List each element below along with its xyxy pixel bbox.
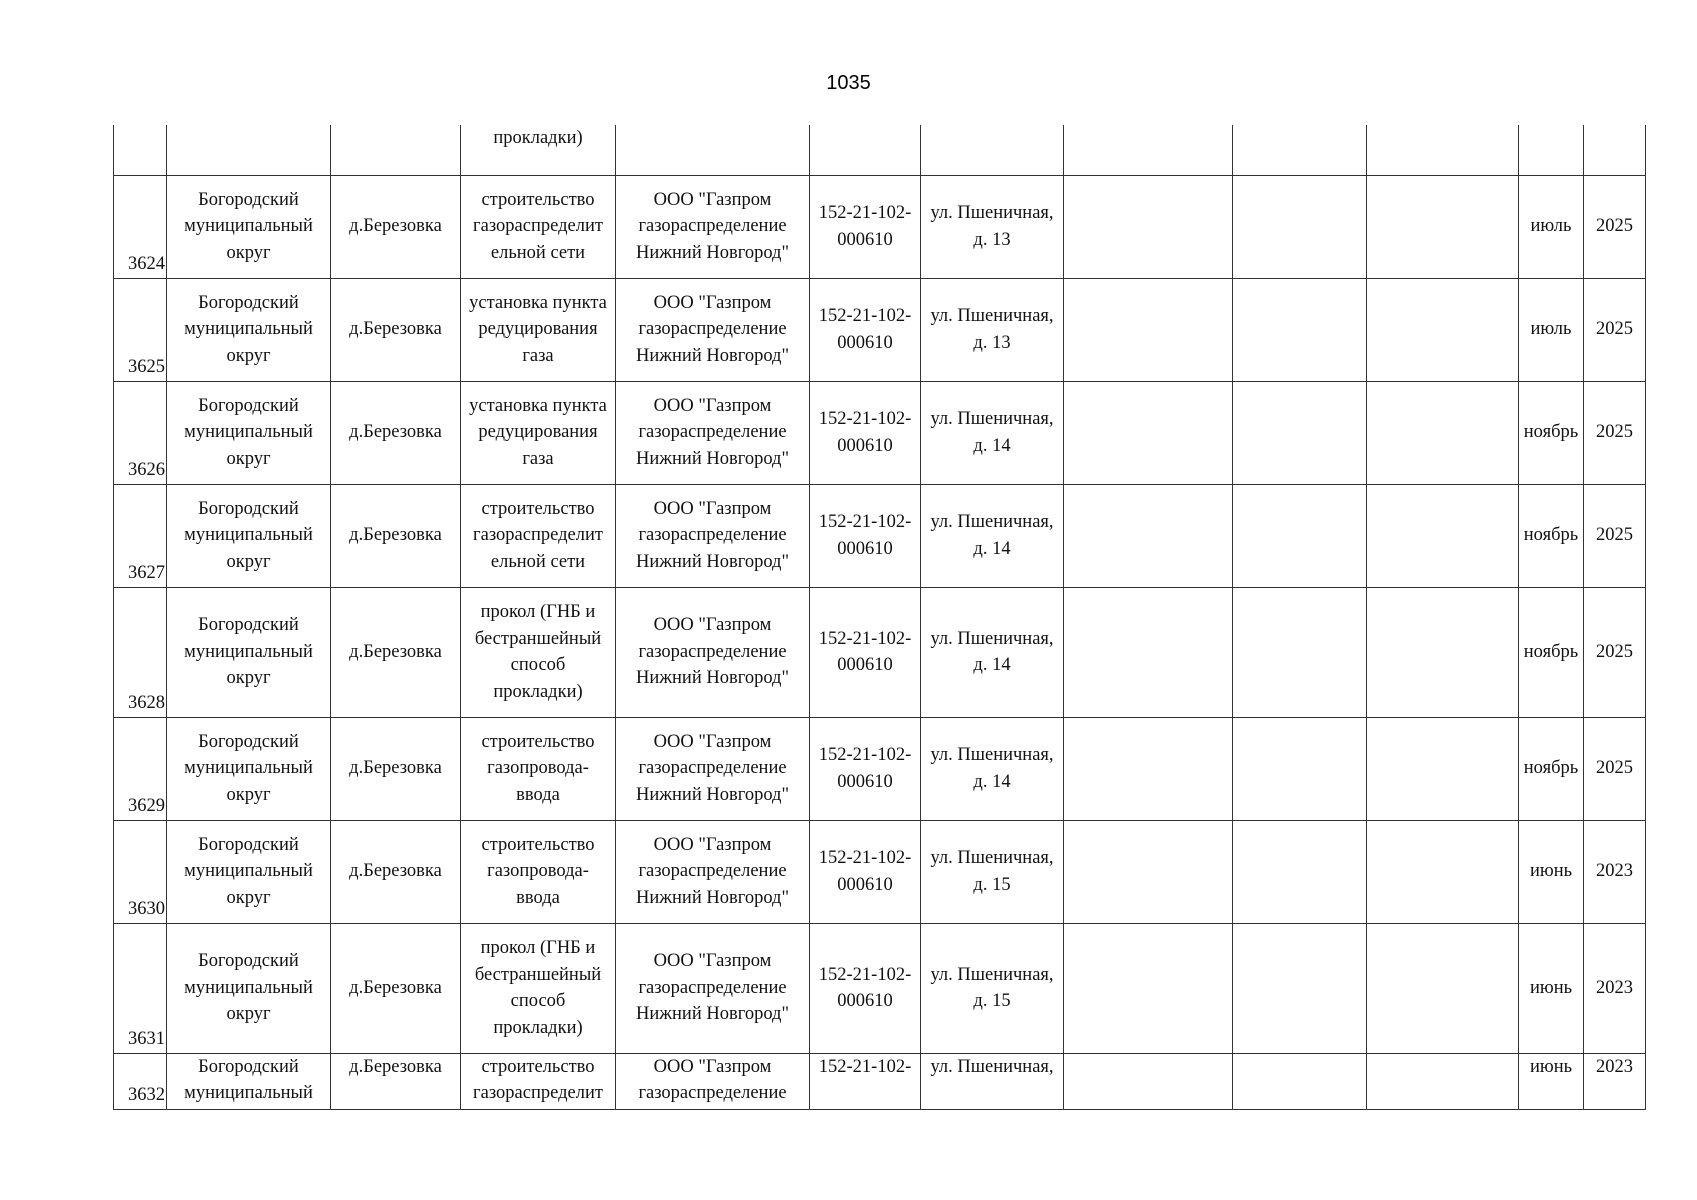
cell-locality: д.Березовка — [331, 484, 461, 587]
cell-district-line: муниципальный — [184, 422, 313, 443]
cell-district — [167, 923, 331, 1053]
cell-month: июнь — [1519, 923, 1584, 1053]
cell-work-type-line: прокладки) — [493, 681, 583, 702]
cell-code-line: 152-21-102- — [818, 848, 912, 868]
cell-org-line: ООО "Газпром — [653, 292, 772, 313]
cell-work-type-line: газораспределит — [473, 525, 603, 546]
table-row-continued — [114, 125, 1646, 175]
cell-district-line: Богородский — [198, 189, 299, 210]
table-row — [114, 1053, 1646, 1109]
cell-district — [167, 484, 331, 587]
cell-locality: д.Березовка — [331, 1053, 461, 1109]
cell-locality: д.Березовка — [331, 278, 461, 381]
cell-no: 3625 — [114, 278, 167, 381]
cell-month: июль — [1519, 175, 1584, 278]
cell-locality: д.Березовка — [331, 175, 461, 278]
cell-no: 3624 — [114, 175, 167, 278]
cell-empty-1 — [1064, 923, 1233, 1053]
cell-address — [921, 1053, 1064, 1109]
table-row — [114, 587, 1646, 717]
cell-address-line: ул. Пшеничная, — [930, 512, 1054, 532]
table-row — [114, 175, 1646, 278]
cell-org-line: ООО "Газпром — [653, 834, 772, 855]
cell-empty-2 — [1233, 923, 1367, 1053]
cell-code-line: 000610 — [837, 655, 893, 675]
cell-district-line: муниципальный — [184, 1083, 313, 1103]
cell-district-line: округ — [226, 887, 271, 908]
cell-empty-2 — [1233, 381, 1367, 484]
cell-org — [616, 587, 810, 717]
cell-work-type — [461, 820, 616, 923]
cell-year: 2025 — [1584, 587, 1646, 717]
cell-district-line: Богородский — [198, 951, 299, 972]
cell-empty-3 — [1367, 125, 1519, 175]
cell-empty-2 — [1233, 587, 1367, 717]
cell-org-line: газораспределение — [638, 977, 787, 998]
cell-org — [616, 820, 810, 923]
cell-address — [921, 923, 1064, 1053]
cell-empty-1 — [1064, 484, 1233, 587]
cell-org-line: газораспределение — [638, 525, 787, 546]
cell-empty-1 — [1064, 278, 1233, 381]
cell-code-line: 000610 — [837, 229, 893, 250]
cell-code — [810, 587, 921, 717]
cell-code-line: 152-21-102- — [818, 512, 912, 532]
cell-org-line: ООО "Газпром — [653, 951, 772, 972]
cell-address-line: ул. Пшеничная, — [930, 203, 1054, 223]
page-number: 1035 — [826, 72, 871, 94]
cell-district-line: Богородский — [198, 1056, 299, 1077]
cell-code — [810, 923, 921, 1053]
cell-code-line: 152-21-102- — [818, 1056, 912, 1077]
cell-no: 3631 — [114, 923, 167, 1053]
cell-empty-3 — [1367, 278, 1519, 381]
cell-month: июль — [1519, 278, 1584, 381]
cell-address — [921, 175, 1064, 278]
cell-month: ноябрь — [1519, 484, 1584, 587]
cell-district-line: Богородский — [198, 498, 299, 519]
table-row — [114, 820, 1646, 923]
cell-district-line: округ — [226, 448, 271, 469]
cell-code — [810, 278, 921, 381]
cell-code-line: 000610 — [837, 874, 893, 895]
cell-org-line: Нижний Новгород" — [635, 242, 790, 263]
cell-address-line: ул. Пшеничная, — [930, 848, 1054, 868]
cell-no: 3630 — [114, 820, 167, 923]
cell-locality: д.Березовка — [331, 717, 461, 820]
cell-code-line: 152-21-102- — [818, 409, 912, 429]
cell-org — [616, 125, 810, 175]
cell-org-line: Нижний Новгород" — [635, 551, 790, 572]
table-row — [114, 923, 1646, 1053]
cell-work-type-line: прокол (ГНБ и — [480, 938, 596, 958]
cell-no: 3629 — [114, 717, 167, 820]
cell-locality: д.Березовка — [331, 587, 461, 717]
cell-code — [810, 381, 921, 484]
table-body — [114, 125, 1646, 1109]
cell-org — [616, 175, 810, 278]
cell-empty-3 — [1367, 820, 1519, 923]
cell-org — [616, 278, 810, 381]
cell-work-type: прокладки) — [461, 125, 616, 175]
cell-work-type-line: газораспределит — [473, 216, 603, 237]
cell-org — [616, 1053, 810, 1109]
cell-address — [921, 125, 1064, 175]
cell-district-line: Богородский — [198, 834, 299, 855]
cell-district — [167, 587, 331, 717]
cell-district-line: Богородский — [198, 731, 299, 752]
cell-address-line: ул. Пшеничная, — [930, 745, 1054, 765]
cell-code-line: 152-21-102- — [818, 306, 912, 326]
cell-work-type — [461, 175, 616, 278]
cell-empty-3 — [1367, 175, 1519, 278]
cell-district-line: муниципальный — [184, 525, 313, 546]
cell-org-line: ООО "Газпром — [653, 189, 772, 210]
cell-org — [616, 923, 810, 1053]
cell-month: июнь — [1519, 1053, 1584, 1109]
cell-district — [167, 1053, 331, 1109]
cell-empty-3 — [1367, 923, 1519, 1053]
cell-code-line: 000610 — [837, 435, 893, 456]
cell-month: ноябрь — [1519, 381, 1584, 484]
cell-locality: д.Березовка — [331, 820, 461, 923]
cell-org-line: газораспределение — [638, 422, 787, 443]
cell-org-line: газораспределение — [638, 758, 787, 779]
cell-work-type — [461, 923, 616, 1053]
cell-code-line: 152-21-102- — [818, 628, 912, 649]
cell-work-type — [461, 484, 616, 587]
cell-code — [810, 484, 921, 587]
cell-org-line: газораспределение — [638, 641, 787, 662]
cell-empty-2 — [1233, 484, 1367, 587]
cell-code-line: 000610 — [837, 771, 893, 792]
table-row — [114, 484, 1646, 587]
cell-district — [167, 717, 331, 820]
cell-empty-2 — [1233, 1053, 1367, 1109]
cell-empty-1 — [1064, 1053, 1233, 1109]
cell-code-line: 000610 — [837, 991, 893, 1011]
cell-address — [921, 820, 1064, 923]
cell-empty-1 — [1064, 381, 1233, 484]
cell-no: 3632 — [114, 1053, 167, 1109]
cell-org-line: Нижний Новгород" — [635, 448, 790, 469]
cell-year: 2025 — [1584, 381, 1646, 484]
cell-empty-1 — [1064, 125, 1233, 175]
cell-org-line: ООО "Газпром — [653, 615, 772, 636]
cell-work-type — [461, 381, 616, 484]
cell-district-line: округ — [226, 242, 271, 263]
cell-work-type-line: редуцирования — [478, 422, 598, 443]
cell-org-line: ООО "Газпром — [653, 498, 772, 519]
cell-address-line: д. 13 — [973, 229, 1011, 250]
cell-work-type-line: строительство — [481, 189, 595, 210]
cell-address-line: ул. Пшеничная, — [930, 628, 1054, 649]
cell-work-type-line: газораспределит — [473, 1083, 603, 1103]
cell-work-type — [461, 1053, 616, 1109]
cell-code — [810, 125, 921, 175]
cell-district — [167, 175, 331, 278]
cell-district-line: Богородский — [198, 292, 299, 313]
cell-work-type-line: установка пункта — [469, 292, 607, 313]
cell-work-type-line: ельной сети — [490, 242, 586, 263]
cell-code-line: 000610 — [837, 332, 893, 353]
cell-empty-3 — [1367, 587, 1519, 717]
cell-code — [810, 1053, 921, 1109]
cell-org — [616, 484, 810, 587]
cell-district — [167, 125, 331, 175]
cell-work-type-line: газопровода- — [487, 758, 589, 779]
cell-work-type-line: бестраншейный — [474, 964, 602, 985]
cell-district-line: округ — [226, 784, 271, 805]
cell-code-line: 000610 — [837, 538, 893, 559]
cell-work-type-line: ельной сети — [490, 551, 586, 572]
cell-address-line: д. 14 — [973, 655, 1011, 675]
cell-district-line: муниципальный — [184, 861, 313, 882]
cell-org-line: Нижний Новгород" — [635, 784, 790, 805]
cell-address — [921, 717, 1064, 820]
cell-district-line: муниципальный — [184, 977, 313, 998]
cell-district-line: муниципальный — [184, 216, 313, 237]
cell-no: 3626 — [114, 381, 167, 484]
cell-district — [167, 381, 331, 484]
cell-empty-3 — [1367, 484, 1519, 587]
cell-district-line: муниципальный — [184, 641, 313, 662]
cell-district-line: муниципальный — [184, 758, 313, 779]
cell-empty-1 — [1064, 717, 1233, 820]
cell-empty-2 — [1233, 717, 1367, 820]
cell-work-type-line: строительство — [481, 834, 595, 855]
cell-locality — [331, 125, 461, 175]
cell-no: 3628 — [114, 587, 167, 717]
cell-no: 3627 — [114, 484, 167, 587]
cell-org — [616, 717, 810, 820]
cell-district-line: Богородский — [198, 615, 299, 636]
cell-work-type-line: бестраншейный — [474, 628, 602, 649]
cell-address-line: д. 14 — [973, 538, 1011, 559]
cell-empty-1 — [1064, 175, 1233, 278]
cell-code — [810, 717, 921, 820]
cell-code — [810, 820, 921, 923]
cell-org-line: Нижний Новгород" — [635, 668, 790, 689]
cell-work-type-line: строительство — [481, 498, 595, 519]
cell-work-type-line: газа — [522, 345, 554, 366]
cell-empty-1 — [1064, 820, 1233, 923]
cell-month: июнь — [1519, 820, 1584, 923]
cell-address — [921, 587, 1064, 717]
table-row — [114, 717, 1646, 820]
cell-address-line: ул. Пшеничная, — [930, 306, 1054, 326]
cell-district-line: округ — [226, 345, 271, 366]
cell-work-type-line: установка пункта — [469, 395, 607, 416]
cell-code-line: 152-21-102- — [818, 745, 912, 765]
cell-org-line: газораспределение — [638, 216, 787, 237]
cell-work-type-line: ввода — [516, 784, 560, 805]
cell-work-type-line: редуцирования — [478, 319, 598, 340]
cell-address — [921, 381, 1064, 484]
cell-district-line: Богородский — [198, 395, 299, 416]
cell-empty-2 — [1233, 278, 1367, 381]
cell-work-type — [461, 587, 616, 717]
cell-address — [921, 484, 1064, 587]
table-row — [114, 278, 1646, 381]
cell-work-type-line: газа — [522, 448, 554, 469]
cell-district-line: округ — [226, 551, 271, 572]
cell-address-line: д. 15 — [973, 874, 1011, 895]
cell-code-line: 152-21-102- — [818, 203, 912, 223]
cell-org — [616, 381, 810, 484]
cell-work-type-line: ввода — [516, 887, 560, 908]
cell-address-line: ул. Пшеничная, — [930, 409, 1054, 429]
cell-empty-3 — [1367, 381, 1519, 484]
cell-work-type-line: строительство — [481, 1056, 595, 1077]
cell-work-type — [461, 717, 616, 820]
cell-address — [921, 278, 1064, 381]
cell-district-line: округ — [226, 1004, 271, 1025]
cell-year: 2023 — [1584, 923, 1646, 1053]
cell-work-type-line: прокол (ГНБ и — [480, 602, 596, 622]
cell-org-line: газораспределение — [638, 319, 787, 340]
cell-month: ноябрь — [1519, 587, 1584, 717]
cell-code-line: 152-21-102- — [818, 964, 912, 985]
cell-work-type-line: строительство — [481, 731, 595, 752]
cell-address-line: ул. Пшеничная, — [930, 964, 1054, 985]
cell-org-line: ООО "Газпром — [653, 1056, 772, 1077]
cell-org-line: ООО "Газпром — [653, 731, 772, 752]
cell-address-line: ул. Пшеничная, — [930, 1056, 1054, 1077]
cell-district — [167, 278, 331, 381]
cell-year: 2025 — [1584, 278, 1646, 381]
cell-year: 2023 — [1584, 1053, 1646, 1109]
cell-code — [810, 175, 921, 278]
cell-empty-2 — [1233, 125, 1367, 175]
cell-district-line: округ — [226, 668, 271, 689]
cell-district — [167, 820, 331, 923]
cell-district-line: муниципальный — [184, 319, 313, 340]
cell-org-line: газораспределение — [638, 1083, 787, 1103]
cell-empty-1 — [1064, 587, 1233, 717]
cell-year: 2023 — [1584, 820, 1646, 923]
cell-year: 2025 — [1584, 717, 1646, 820]
cell-locality: д.Березовка — [331, 923, 461, 1053]
cell-year — [1584, 125, 1646, 175]
cell-org-line: Нижний Новгород" — [635, 345, 790, 366]
cell-empty-3 — [1367, 1053, 1519, 1109]
cell-year: 2025 — [1584, 484, 1646, 587]
cell-org-line: газораспределение — [638, 861, 787, 882]
cell-work-type — [461, 278, 616, 381]
cell-address-line: д. 14 — [973, 435, 1011, 456]
cell-work-type-line: газопровода- — [487, 861, 589, 882]
register-table — [113, 125, 1646, 1110]
cell-empty-2 — [1233, 820, 1367, 923]
cell-work-type-line: способ — [510, 991, 566, 1011]
cell-address-line: д. 13 — [973, 332, 1011, 353]
cell-no — [114, 125, 167, 175]
cell-address-line: д. 14 — [973, 771, 1011, 792]
cell-work-type-line: способ — [510, 655, 566, 675]
cell-month — [1519, 125, 1584, 175]
cell-empty-3 — [1367, 717, 1519, 820]
cell-month: ноябрь — [1519, 717, 1584, 820]
cell-org-line: Нижний Новгород" — [635, 887, 790, 908]
cell-org-line: ООО "Газпром — [653, 395, 772, 416]
table-row — [114, 381, 1646, 484]
cell-work-type-line: прокладки) — [493, 1017, 583, 1038]
cell-locality: д.Березовка — [331, 381, 461, 484]
cell-address-line: д. 15 — [973, 991, 1011, 1011]
cell-org-line: Нижний Новгород" — [635, 1004, 790, 1025]
cell-year: 2025 — [1584, 175, 1646, 278]
cell-empty-2 — [1233, 175, 1367, 278]
